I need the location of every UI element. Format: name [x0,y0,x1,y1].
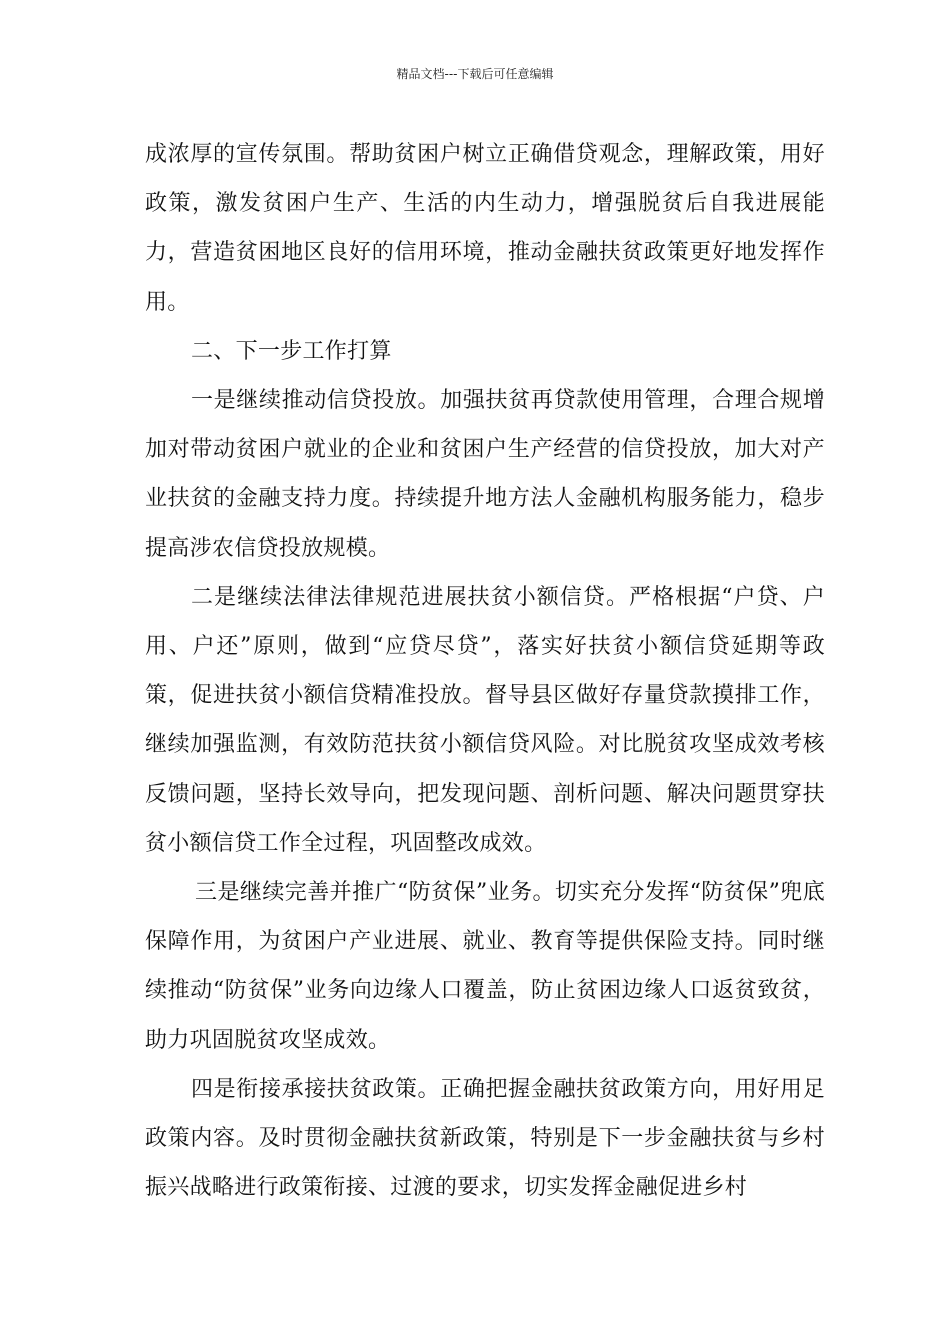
document-body [145,130,825,1212]
paragraph-item-2: 二是继续法律法律规范进展扶贫小额信贷。严格根据“户贷、户用、户还”原则，做到“应贷尽贷”，落实好扶贫小额信贷延期等政策，促进扶贫小额信贷精准投放。督导县区做好存量贷款摸排工作，继续加强监测，有效防范扶贫小额信贷风险。对比脱贫攻坚成效考核反馈问题，坚持长效导向，把发现问题、剖析问题、解决问题贯穿扶贫小额信贷工作全过程，巩固整改成效。 [145,584,825,856]
section-heading: 二、下一步工作打算 [191,338,392,364]
paragraph-continuation: 成浓厚的宣传氛围。帮助贫困户树立正确借贷观念，理解政策，用好政策，激发贫困户生产、生活的内生动力，增强脱贫后自我进展能力，营造贫困地区良好的信用环境，推动金融扶贫政策更好地发挥作用。 [145,142,825,315]
paragraph-item-4: 四是衔接承接扶贫政策。正确把握金融扶贫政策方向，用好用足政策内容。及时贯彻金融扶贫新政策，特别是下一步金融扶贫与乡村振兴战略进行政策衔接、过渡的要求，切实发挥金融促进乡村 [145,1076,825,1201]
paragraph-item-1: 一是继续推动信贷投放。加强扶贫再贷款使用管理，合理合规增加对带动贫困户就业的企业和贫困户生产经营的信贷投放，加大对产业扶贫的金融支持力度。持续提升地方法人金融机构服务能力，稳步提高涉农信贷投放规模。 [145,388,825,561]
page-header: 精品文档---下载后可任意编辑 [396,67,554,81]
paragraph-item-3: 三是继续完善并推广“防贫保”业务。切实充分发挥“防贫保”兜底保障作用，为贫困户产业进展、就业、教育等提供保险支持。同时继续推动“防贫保”业务向边缘人口覆盖，防止贫困边缘人口返贫致贫，助力巩固脱贫攻坚成效。 [145,880,825,1053]
